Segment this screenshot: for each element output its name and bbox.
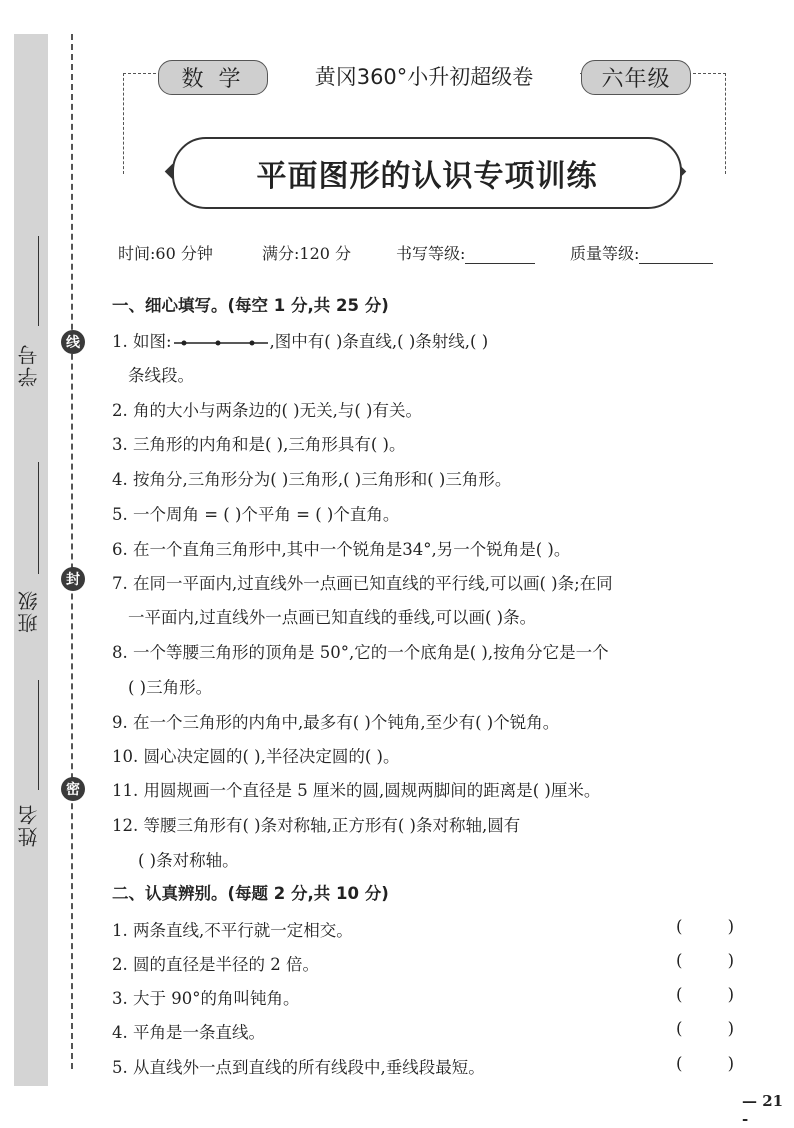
section2-title: 二、认真辨别。(每题 2 分,共 10 分) (112, 884, 389, 903)
judge-item-1: 1. 两条直线,不平行就一定相交。 (112, 921, 353, 940)
judge-answer-1[interactable] (676, 917, 734, 936)
series-title: 黄冈360°小升初超级卷 (268, 61, 580, 91)
grade-badge: 六年级 (581, 60, 691, 95)
judge-answer-2[interactable] (676, 951, 734, 970)
close-paren: ) (727, 985, 734, 1004)
subject-badge: 数 学 (158, 60, 268, 95)
question-12-cont: ( )条对称轴。 (138, 851, 239, 870)
title-banner (172, 137, 682, 209)
class-label: 班级 (17, 589, 41, 633)
name-label: 姓名 (17, 803, 41, 847)
class-line (38, 462, 39, 574)
page-title: 平面图形的认识专项训练 (256, 159, 598, 194)
name-line (38, 680, 39, 790)
open-paren: ( (676, 917, 683, 936)
question-10: 10. 圆心决定圆的( ),半径决定圆的( )。 (112, 747, 400, 766)
quality-grade (570, 241, 713, 264)
close-paren: ) (727, 951, 734, 970)
cut-line (71, 34, 73, 1069)
judge-answer-3[interactable] (676, 985, 734, 1004)
judge-answer-4[interactable] (676, 1019, 734, 1038)
judge-item-4: 4. 平角是一条直线。 (112, 1023, 265, 1042)
student-id-line (38, 236, 39, 326)
writing-grade-label: 书写等级: (396, 244, 466, 263)
seal-line-badge: 线 (61, 330, 85, 354)
question-6: 6. 在一个直角三角形中,其中一个锐角是34°,另一个锐角是( )。 (112, 540, 571, 559)
score-label: 满分:120 分 (262, 244, 352, 263)
judge-item-5: 5. 从直线外一点到直线的所有线段中,垂线段最短。 (112, 1058, 485, 1077)
question-7: 7. 在同一平面内,过直线外一点画已知直线的平行线,可以画( )条;在同 (112, 574, 613, 593)
open-paren: ( (676, 951, 683, 970)
student-id-label: 学号 (17, 343, 41, 387)
judge-item-2: 2. 圆的直径是半径的 2 倍。 (112, 955, 319, 974)
close-paren: ) (727, 917, 734, 936)
question-1-cont: 条线段。 (128, 366, 194, 385)
writing-grade (396, 241, 535, 264)
question-2: 2. 角的大小与两条边的( )无关,与( )有关。 (112, 401, 422, 420)
question-3: 3. 三角形的内角和是( ),三角形具有( )。 (112, 435, 406, 454)
time-label: 时间:60 分钟 (118, 244, 213, 263)
question-9: 9. 在一个三角形的内角中,最多有( )个钝角,至少有( )个锐角。 (112, 713, 560, 732)
question-4: 4. 按角分,三角形分为( )三角形,( )三角形和( )三角形。 (112, 470, 512, 489)
section1-title: 一、细心填写。(每空 1 分,共 25 分) (112, 296, 389, 315)
binding-strip (14, 34, 48, 1086)
close-paren: ) (727, 1054, 734, 1073)
open-paren: ( (676, 1054, 683, 1073)
judge-item-3: 3. 大于 90°的角叫钝角。 (112, 989, 300, 1008)
question-7-cont: 一平面内,过直线外一点画已知直线的垂线,可以画( )条。 (128, 608, 537, 627)
writing-grade-blank[interactable] (465, 246, 535, 264)
question-8-cont: ( )三角形。 (128, 678, 213, 697)
line-figure-icon (172, 336, 270, 350)
q1-prefix: 1. 如图: (112, 332, 172, 351)
judge-answer-5[interactable] (676, 1054, 734, 1073)
quality-grade-blank[interactable] (639, 246, 713, 264)
page-number: — 21 - (742, 1092, 784, 1128)
close-paren: ) (727, 1019, 734, 1038)
q1-text: ,图中有( )条直线,( )条射线,( ) (269, 332, 489, 351)
open-paren: ( (676, 985, 683, 1004)
quality-grade-label: 质量等级: (570, 244, 640, 263)
question-1 (112, 328, 488, 352)
question-11: 11. 用圆规画一个直径是 5 厘米的圆,圆规两脚间的距离是( )厘米。 (112, 781, 601, 800)
question-8: 8. 一个等腰三角形的顶角是 50°,它的一个底角是( ),按角分它是一个 (112, 643, 609, 662)
question-5: 5. 一个周角 = ( )个平角 = ( )个直角。 (112, 505, 400, 524)
question-12: 12. 等腰三角形有( )条对称轴,正方形有( )条对称轴,圆有 (112, 816, 521, 835)
seal-secret-badge: 密 (61, 777, 85, 801)
open-paren: ( (676, 1019, 683, 1038)
seal-seal-badge: 封 (61, 567, 85, 591)
